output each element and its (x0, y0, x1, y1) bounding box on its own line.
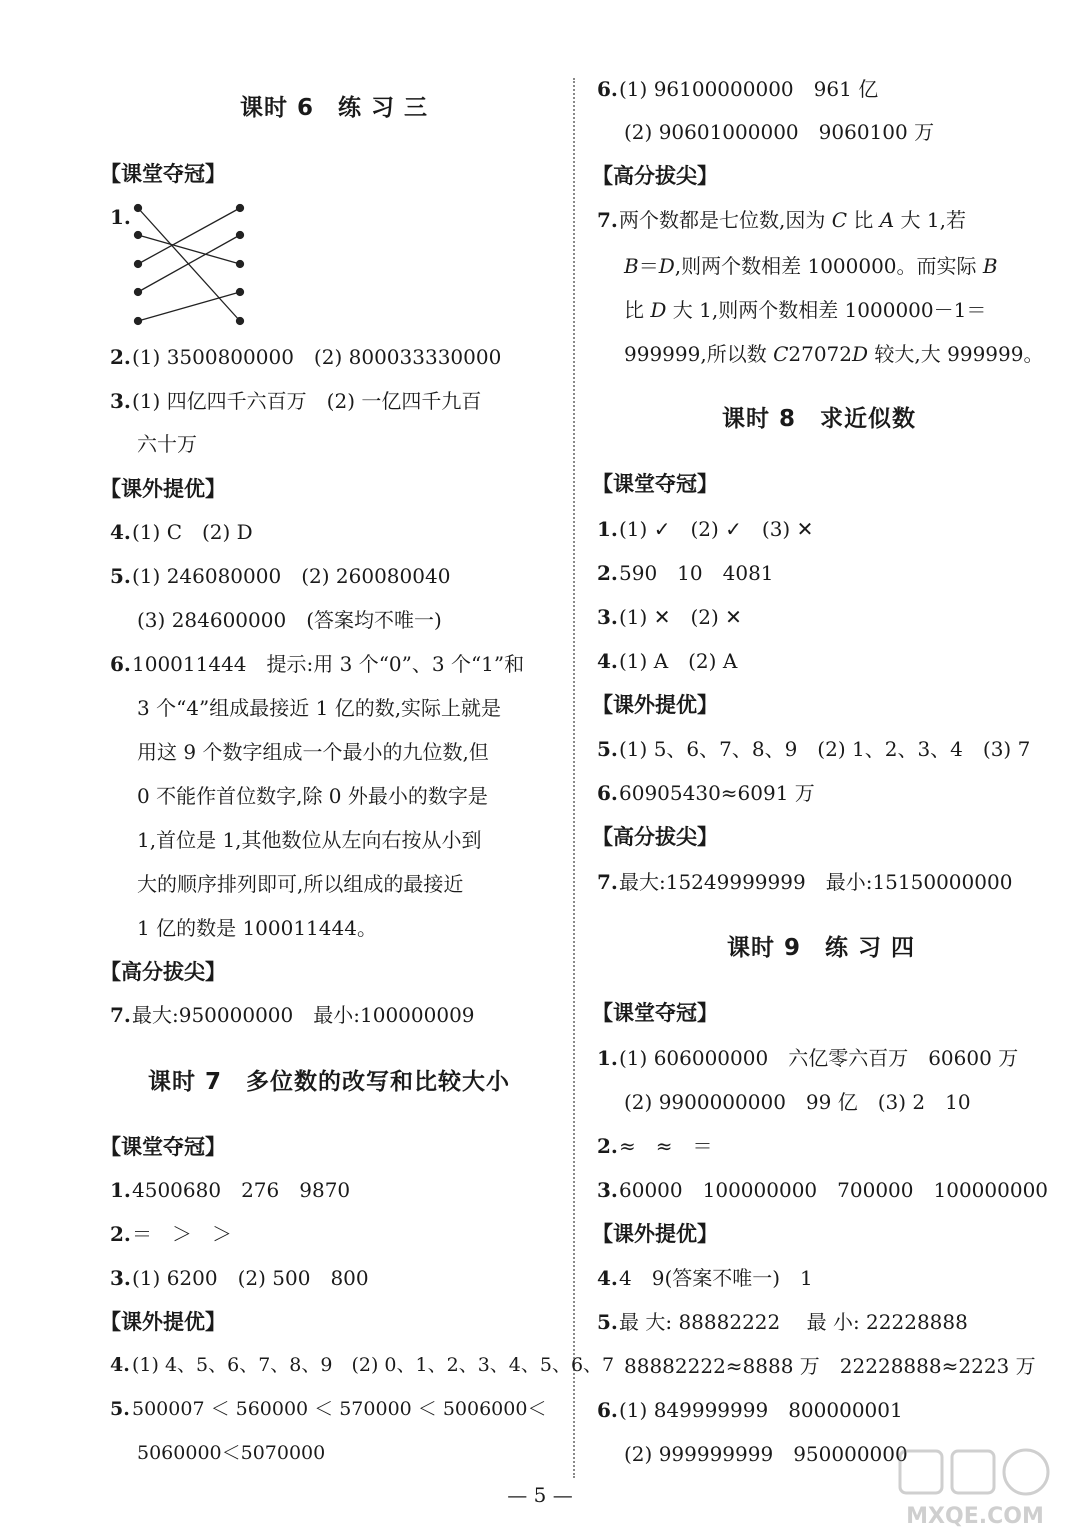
question-4: 4.4 9(答案不唯一) 1 (597, 1266, 813, 1290)
section-heading: 【课堂夺冠】 (100, 1135, 226, 1159)
matching-lines-diagram (130, 198, 250, 328)
question-6-cont: (2) 999999999 950000000 (624, 1442, 908, 1466)
lesson6-title: 课时 6 练 习 三 (240, 95, 429, 121)
question-3-cont: 六十万 (137, 432, 197, 456)
question-7: 7.最大:15249999999 最小:15150000000 (597, 870, 1013, 894)
question-5-cont: (3) 284600000 (答案均不唯一) (137, 608, 442, 632)
section-heading: 【高分拔尖】 (100, 960, 226, 984)
section-heading: 【课外提优】 (100, 1310, 226, 1334)
question-1: 1.(1) 606000000 六亿零六百万 60600 万 (597, 1046, 1019, 1070)
question-7-cont: 999999,所以数 C27072D 较大,大 999999。 (624, 342, 1044, 366)
question-6-cont: 3 个“4”组成最接近 1 亿的数,实际上就是 (137, 696, 502, 720)
column-divider (573, 78, 575, 1478)
question-6-cont: 用这 9 个数字组成一个最小的九位数,但 (137, 740, 489, 764)
question-6: 6.(1) 96100000000 961 亿 (597, 77, 879, 101)
question-6: 6.60905430≈6091 万 (597, 781, 815, 805)
section-heading: 【课堂夺冠】 (592, 1001, 718, 1025)
watermark-logo (880, 1445, 1070, 1530)
section-heading: 【课堂夺冠】 (100, 162, 226, 186)
question-7-cont: B＝D,则两个数相差 1000000。而实际 B (624, 254, 998, 278)
question-4: 4.(1) A (2) A (597, 649, 738, 673)
question-1: 1. (110, 205, 131, 229)
question-5-cont: 5060000＜5070000 (137, 1442, 326, 1464)
section-heading: 【课外提优】 (592, 1222, 718, 1246)
question-3: 3.(1) 四亿四千六百万 (2) 一亿四千九百 (110, 389, 482, 413)
question-1: 1.(1) ✓ (2) ✓ (3) ✕ (597, 517, 814, 541)
page-number: — 5 — (507, 1483, 573, 1507)
question-6-cont: (2) 90601000000 9060100 万 (624, 120, 935, 144)
question-6-cont: 1,首位是 1,其他数位从左向右按从小到 (137, 828, 482, 852)
question-3: 3.60000 100000000 700000 100000000 (597, 1178, 1049, 1202)
question-7-cont: 比 D 大 1,则两个数相差 1000000－1＝ (624, 298, 987, 322)
question-7: 7.两个数都是七位数,因为 C 比 A 大 1,若 (597, 208, 966, 232)
question-2: 2.590 10 4081 (597, 561, 774, 585)
question-6: 6.100011444 提示:用 3 个“0”、3 个“1”和 (110, 652, 525, 676)
question-2: 2.(1) 3500800000 (2) 800033330000 (110, 345, 502, 369)
question-6-cont: 0 不能作首位数字,除 0 外最小的数字是 (137, 784, 488, 808)
question-1-cont: (2) 9900000000 99 亿 (3) 2 10 (624, 1090, 971, 1114)
section-heading: 【课堂夺冠】 (592, 472, 718, 496)
question-2: 2.≈ ≈ ＝ (597, 1134, 713, 1158)
lesson9-title: 课时 9 练 习 四 (727, 935, 916, 961)
section-heading: 【课外提优】 (592, 693, 718, 717)
section-heading: 【高分拔尖】 (592, 825, 718, 849)
question-5: 5.最 大: 88882222 最 小: 22228888 (597, 1310, 968, 1334)
question-4: 4.(1) C (2) D (110, 520, 253, 544)
question-6: 6.(1) 849999999 800000001 (597, 1398, 903, 1422)
question-5: 5. 500007 ＜ 560000 ＜ 570000 ＜ 5006000＜ (110, 1398, 547, 1420)
question-5-cont: 88882222≈8888 万 22228888≈2223 万 (624, 1354, 1036, 1378)
svg-text:MXQE.COM: MXQE.COM (906, 1504, 1044, 1529)
question-7: 7.最大:950000000 最小:100000009 (110, 1003, 475, 1027)
question-5: 5.(1) 5、6、7、8、9 (2) 1、2、3、4 (3) 7 (597, 737, 1031, 761)
question-6-cont: 大的顺序排列即可,所以组成的最接近 (137, 872, 464, 896)
section-heading: 【课外提优】 (100, 477, 226, 501)
question-3: 3.(1) 6200 (2) 500 800 (110, 1266, 369, 1290)
question-4: 4. (1) 4、5、6、7、8、9 (2) 0、1、2、3、4、5、6、7 (110, 1354, 615, 1376)
question-5: 5.(1) 246080000 (2) 260080040 (110, 564, 451, 588)
question-1: 1.4500680 276 9870 (110, 1178, 351, 1202)
lesson7-title: 课时 7 多位数的改写和比较大小 (148, 1069, 511, 1095)
lesson8-title: 课时 8 求近似数 (722, 406, 917, 432)
question-3: 3.(1) ✕ (2) ✕ (597, 605, 742, 629)
question-2: 2.＝ ＞ ＞ (110, 1222, 232, 1246)
question-6-cont: 1 亿的数是 100011444。 (137, 916, 377, 940)
section-heading: 【高分拔尖】 (592, 164, 718, 188)
